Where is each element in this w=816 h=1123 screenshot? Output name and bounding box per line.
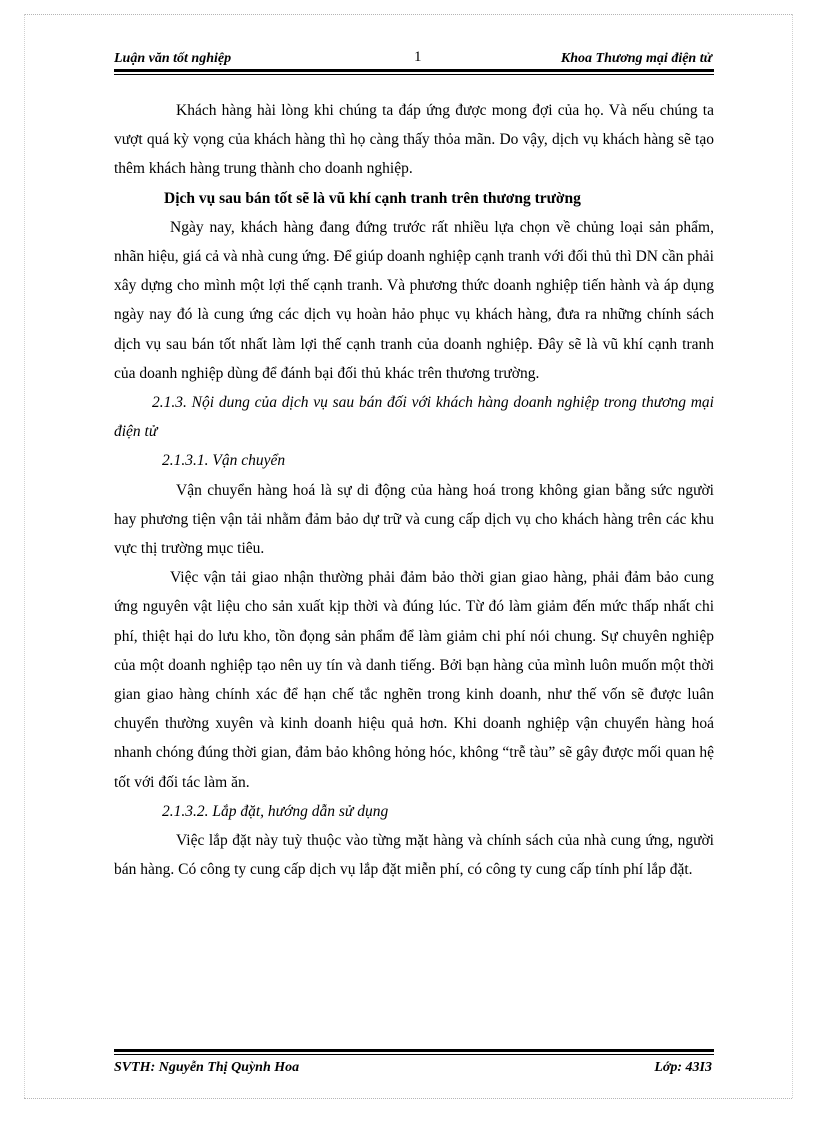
paragraph-installation: Việc lắp đặt này tuỳ thuộc vào từng mặt hàng và chính sách của nhà cung ứng, người bán hàng. Có công ty cung cấp dịch vụ lắp đặt miễn phí, có công ty cung cấp tính phí lắp đặt. [114,832,714,879]
header-faculty: Khoa Thương mại điện tử [560,51,712,66]
page-body [114,96,714,884]
paragraph-competition: Ngày nay, khách hàng đang đứng trước rất nhiều lựa chọn về chủng loại sản phẩm, nhãn hiệu, giá cả và nhà cung ứng. Để giúp doanh nghiệp cạnh tranh với đối thủ thì DN cần phải xây dựng cho mình một lợi thế cạnh tranh. Và phương thức doanh nghiệp tiến hành và áp dụng ngày nay đó là cung ứng các dịch vụ hoàn hảo phục vụ khách hàng, đưa ra những chính sách dịch vụ sau bán tốt nhất làm lợi thế cạnh tranh của doanh nghiệp. Đây sẽ là vũ khí cạnh tranh của doanh nghiệp dùng để đánh bại đối thủ khác trên thương trường. [114,218,714,382]
page-border-left [24,14,25,1098]
page-header [114,46,714,68]
section-heading-competitive-weapon: Dịch vụ sau bán tốt sẽ là vũ khí cạnh tranh trên thương trường [164,189,581,207]
paragraph-transport-definition: Vận chuyển hàng hoá là sự di động của hàng hoá trong không gian bằng sức người hay phương tiện vận tải nhằm đảm bảo dự trữ và cung cấp dịch vụ cho khách hàng trên các khu vực thị trường mục tiêu. [114,481,714,558]
section-heading-2-1-3-1: 2.1.3.1. Vận chuyển [162,452,286,470]
header-document-type: Luận văn tốt nghiệp [114,51,232,66]
page-footer [114,1058,714,1080]
section-heading-2-1-3: 2.1.3. Nội dung của dịch vụ sau bán đối với khách hàng doanh nghiệp trong thương mại điện tử [114,394,714,441]
page-border-right [792,14,793,1098]
page-border-top [24,14,792,15]
page-border-bottom [24,1098,792,1099]
footer-rule [114,1049,714,1055]
paragraph-transport-requirements: Việc vận tải giao nhận thường phải đảm bảo thời gian giao hàng, phải đảm bảo cung ứng nguyên vật liệu cho sản xuất kịp thời và đúng lúc. Từ đó làm giảm đến mức thấp nhất chi phí, thiệt hại do lưu kho, tồn đọng sản phẩm để làm giảm chi phí nói chung. Sự chuyên nghiệp của một doanh nghiệp tạo nên uy tín và danh tiếng. Bởi bạn hàng của mình luôn muốn một thời gian giao hàng chính xác để hạn chế tắc nghẽn trong kinh doanh, như thế vốn sẽ được luân chuyển thường xuyên và kinh doanh hiệu quả hơn. Khi doanh nghiệp vận chuyển hàng hoá nhanh chóng đúng thời gian, đảm bảo không hỏng hóc, không “trễ tàu” sẽ gây được mối quan hệ tốt với đối tác làm ăn. [114,569,714,791]
footer-class: Lớp: 43I3 [654,1060,712,1075]
footer-student-name: SVTH: Nguyễn Thị Quỳnh Hoa [114,1060,300,1075]
page-number: 1 [414,49,422,65]
section-heading-2-1-3-2: 2.1.3.2. Lắp đặt, hướng dẫn sử dụng [162,802,389,820]
header-rule [114,69,714,75]
paragraph-customer-satisfaction: Khách hàng hài lòng khi chúng ta đáp ứng được mong đợi của họ. Và nếu chúng ta vượt quá kỳ vọng của khách hàng thì họ càng thấy thỏa mãn. Do vậy, dịch vụ khách hàng sẽ tạo thêm khách hàng trung thành cho doanh nghiệp. [114,102,714,178]
